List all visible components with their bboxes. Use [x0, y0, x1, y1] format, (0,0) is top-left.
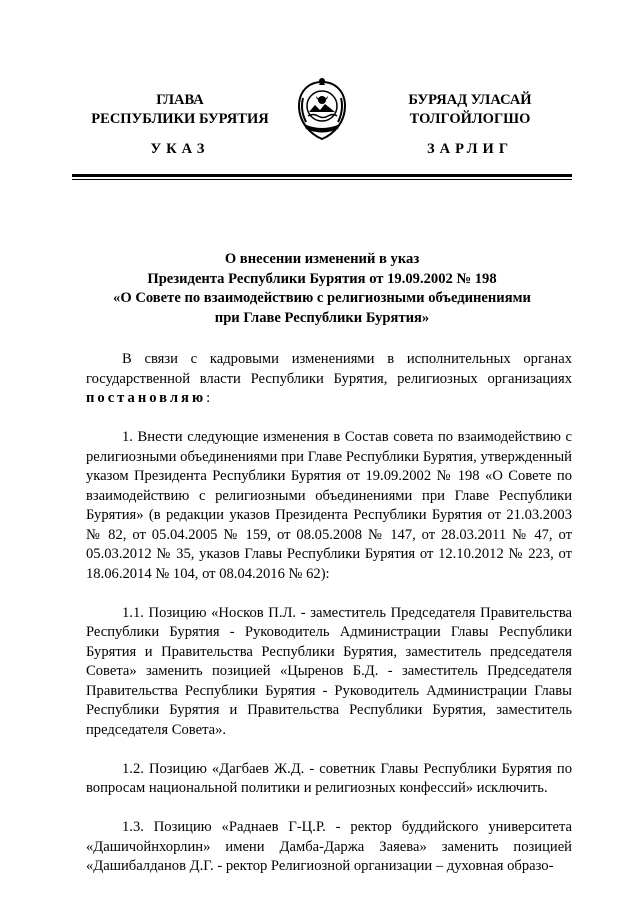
- intro-paragraph: [86, 350, 572, 409]
- header-left-line1: ГЛАВА: [156, 92, 204, 108]
- header-left-authority: [70, 91, 290, 129]
- title-line2: Президента Республики Бурятия от 19.09.2002 № 198: [147, 270, 497, 287]
- decree-colon: :: [206, 390, 211, 406]
- header-divider-thick: [72, 174, 572, 177]
- title-line3: «О Совете по взаимодействию с религиозными объединениями: [113, 290, 531, 306]
- header-divider-thin: [72, 179, 572, 180]
- paragraph-1: 1. Внести следующие изменения в Состав совета по взаимодействию с религиозными объединениями при Главе Республики Бурятия, утвержденный указом Президента Республики Бурятия от 19.09.2002 № 198 «О Совете по взаимодействию с религиозными объединениями при Главе Республики Бурятия» (в редакции указов Президента Республики Бурятия от 21.03.2003 № 82, от 05.04.2005 № 159, от 08.05.2008 № 147, от 28.03.2011 № 47, от 05.03.2012 № 35, указов Главы Республики Бурятия от 12.10.2012 № 223, от 18.06.2014 № 104, от 08.04.2016 № 62):: [86, 429, 572, 582]
- title-line4: при Главе Республики Бурятия»: [214, 309, 430, 326]
- header-left-doc-type: УКАЗ: [150, 141, 210, 157]
- header-right-line1: БУРЯАД УЛАСАЙ: [408, 92, 532, 108]
- header-right-doc-type: ЗАРЛИГ: [426, 141, 514, 157]
- header-right-line2: ТОЛГОЙЛОГШО: [409, 111, 531, 127]
- title-line1: О внесении изменений в указ: [224, 251, 420, 267]
- paragraph-1-1: 1.1. Позицию «Носков П.Л. - заместитель Председателя Правительства Республики Бурятия - Руководитель Администрации Главы Республики Бурятия и Правительства Республики Бурятия, заместитель председателя Совета» заменить позицией «Цыренов Б.Д. - заместитель Председателя Правительства Республики Бурятия - Руководитель Администрации Главы Республики Бурятия и Правительства Республики Бурятия, заместитель председателя Совета».: [86, 604, 572, 738]
- coat-of-arms-emblem: [294, 76, 350, 142]
- decree-word: постановляю: [86, 390, 207, 406]
- intro-text: В связи с кадровыми изменениями в исполнительных органах государственной власти Республики Бурятия, религиозных организациях: [86, 351, 572, 387]
- paragraph-1-2: 1.2. Позицию «Дагбаев Ж.Д. - советник Главы Республики Бурятия по вопросам национальной политики и религиозных конфессий» исключить.: [86, 760, 572, 796]
- header-right-authority: [370, 91, 570, 129]
- header-left-line2: РЕСПУБЛИКИ БУРЯТИЯ: [91, 111, 269, 127]
- paragraph-1-3: 1.3. Позицию «Раднаев Г-Ц.Р. - ректор буддийского университета «Дашичойнхорлин» имени Дамба-Даржа Заяева» заменить позицией «Дашибалданов Д.Г. - ректор Религиозной организации – духовная образо-: [86, 819, 572, 874]
- decree-title: [70, 250, 574, 328]
- decree-body: [86, 350, 572, 896]
